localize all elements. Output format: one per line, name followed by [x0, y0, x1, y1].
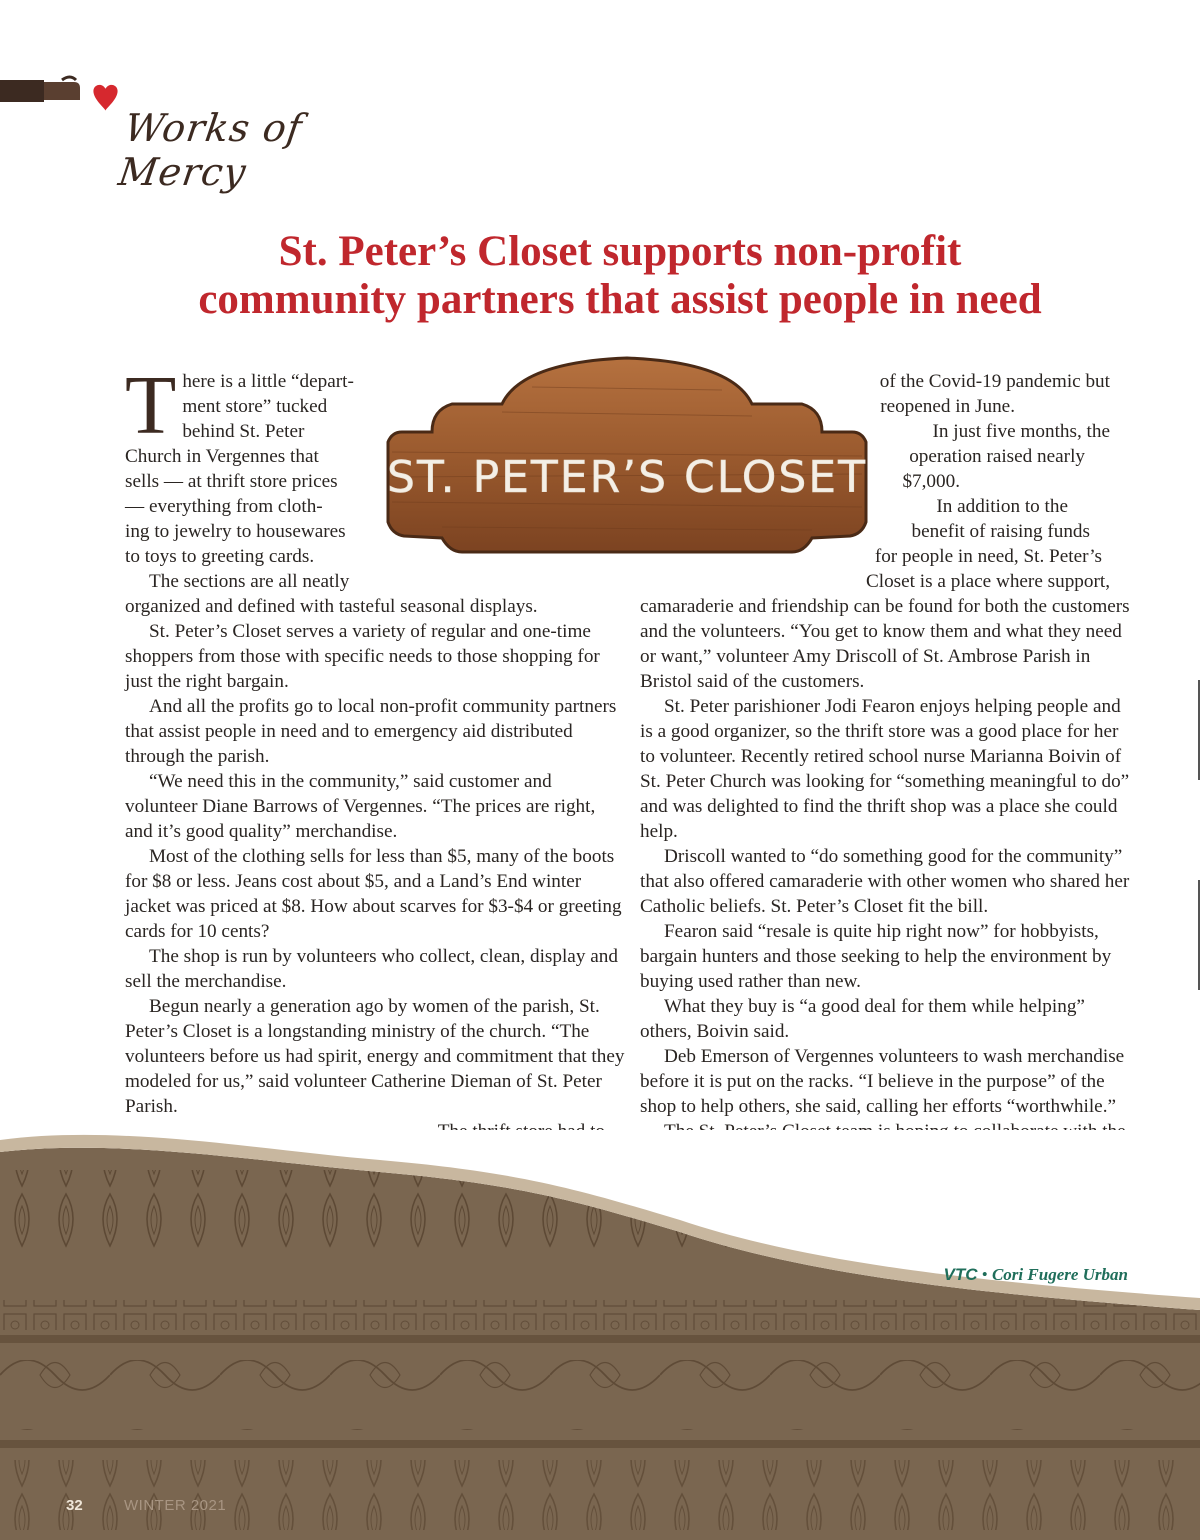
- text-line: ing to jewelry to housewares: [125, 521, 346, 542]
- text-line: Church in Vergennes that: [125, 446, 319, 467]
- paragraph: St. Peter’s Closet serves a variety of regular and one-time shoppers from those with specific needs to those shopping for just the right bargain.: [125, 621, 600, 692]
- text-line: In just five months, the: [932, 421, 1110, 442]
- headline-line-1: St. Peter’s Closet supports non-profit: [278, 228, 962, 275]
- text-line: benefit of raising funds: [911, 521, 1090, 542]
- paragraph: Driscoll wanted to “do something good for the community” that also offered camaraderie with other women who shared her Catholic beliefs. St. Peter’s Closet fit the bill.: [640, 846, 1130, 917]
- paragraph: organized and defined with tasteful seasonal displays.: [125, 596, 538, 617]
- paragraph: camaraderie and friendship can be found for both the customers and the volunteers. “You get to know them and what they need or want,” volunteer Amy Driscoll of St. Ambrose Parish in Bristol said of the customers.: [640, 596, 1130, 692]
- paragraph: Begun nearly a generation ago by women of the parish, St. Peter’s Closet is a longstanding ministry of the church. “The volunteers before us had spirit, energy and commitment that they modeled for us,” said volunteer Catherine Dieman of St. Peter Parish.: [125, 996, 625, 1117]
- text-line: of the Covid-19 pandemic but: [879, 371, 1110, 392]
- byline: [944, 1265, 1128, 1285]
- text-line: $7,000.: [902, 471, 960, 492]
- paragraph: “We need this in the community,” said customer and volunteer Diane Barrows of Vergennes. “The prices are right, and it’s good quality” merchandise.: [125, 771, 596, 842]
- paragraph: Deb Emerson of Vergennes volunteers to wash merchandise before it is put on the racks. “I believe in the purpose” of the shop to help others, she said, calling her efforts “worthwhile.”: [640, 1046, 1125, 1117]
- text-line: — everything from cloth-: [125, 496, 323, 517]
- text-line: sells — at thrift store prices: [125, 471, 338, 492]
- drop-cap: T: [125, 359, 177, 452]
- headline-line-2: community partners that assist people in need: [198, 276, 1042, 323]
- page-number: 32: [66, 1497, 83, 1514]
- section-header: [0, 52, 380, 194]
- text-line: to toys to greeting cards.: [125, 546, 315, 567]
- footer-decorative-background: [0, 1130, 1200, 1540]
- section-title: Works of Mercy: [115, 106, 306, 194]
- text-line: The sections are all neatly: [149, 571, 350, 592]
- paragraph: St. Peter parishioner Jodi Fearon enjoys helping people and is a good organizer, so the thrift store was a good place for her to volunteer. Recently retired school nurse Marianna Boivin of St. Peter Church was looking for “something meaningful to do” and was delighted to find the thrift shop was a place she could help.: [640, 696, 1130, 842]
- text-line: behind St. Peter: [182, 421, 305, 442]
- paragraph: And all the profits go to local non-profit community partners that assist people in need and to emergency aid distributed through the parish.: [125, 696, 617, 767]
- text-line: reopened in June.: [880, 396, 1015, 417]
- hand-heart-icon: [0, 52, 120, 122]
- paragraph: Most of the clothing sells for less than $5, many of the boots for $8 or less. Jeans cost about $5, and a Land’s End winter jacket was priced at $8. How about scarves for $3-$4 or greeting cards for 10 cents?: [125, 846, 622, 942]
- byline-org: VTC: [943, 1265, 978, 1284]
- issue-label: WINTER 2021: [124, 1497, 227, 1514]
- article-column-1: [125, 359, 625, 1194]
- byline-author: Cori Fugere Urban: [991, 1265, 1128, 1284]
- paragraph: The shop is run by volunteers who collect, clean, display and sell the merchandise.: [125, 946, 618, 992]
- text-line: ment store” tucked: [182, 396, 328, 417]
- text-line: operation raised nearly: [909, 446, 1085, 467]
- text-line: here is a little “depart-: [182, 371, 354, 392]
- byline-separator: •: [977, 1265, 992, 1284]
- text-line: In addition to the: [936, 496, 1068, 517]
- paragraph: What they buy is “a good deal for them while helping” others, Boivin said.: [640, 996, 1085, 1042]
- text-line: Closet is a place where support,: [865, 571, 1110, 592]
- paragraph: Fearon said “resale is quite hip right now” for hobbyists, bargain hunters and those seeking to help the environment by buying used rather than new.: [640, 921, 1112, 992]
- sign-text: ST. PETER’S CLOSET: [387, 452, 867, 503]
- text-line: for people in need, St. Peter’s: [874, 546, 1102, 567]
- article-column-2: [640, 369, 1135, 1219]
- headline: [40, 228, 1200, 324]
